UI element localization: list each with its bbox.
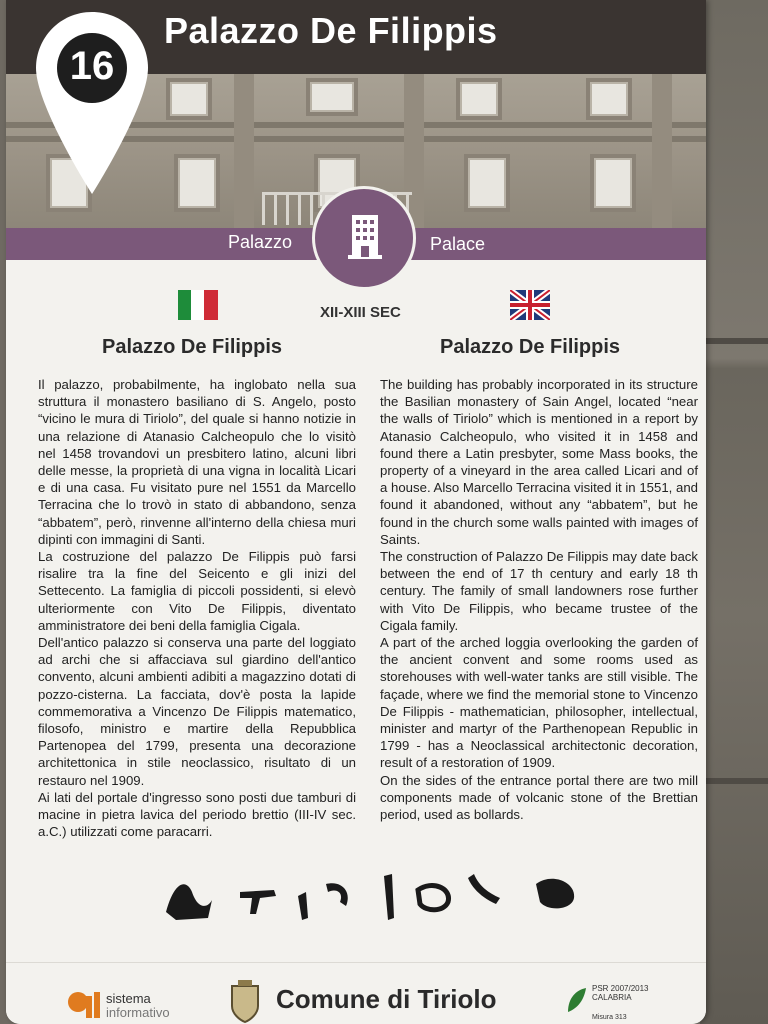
century-label: XII-XIII SEC [320,304,401,321]
coat-of-arms-icon [224,980,266,1024]
psr-text [592,984,649,1002]
italian-flag-icon [178,290,218,320]
text-english: The building has probably incorporated in its structure the Basilian monastery of Sain Angel, located “near the walls of Tiriolo” which is mentioned in a report by Atanasio Calcheopulo, who visited it in 1458 and found there a Latin presbyter, some Mass books, the property of a vineyard in the area called Licari and of a house. Also Marcello Terracina visited it in 1551, and found it abandoned, without any “abbatem”, but he found in the church some walls painted with images of Saints. The construction of Palazzo De Filippis may date back between the end of 17 th century and early 18 th century. The family of small landowners rose further with Vito De Filippis, who became trustee of the Cigala family. A part of the arched loggia overlooking the garden of the ancient convent and some rooms used as storehouses with well-water tanks are still visible. The façade, where we find the memorial stone to Vincenzo De Filippis - mathematician, philosopher, intellectual, minister and martyr of the Parthenopean Republic in 1799 - has a Neoclassical architectonic decoration, result of a restoration of 1909. On the sides of the entrance portal there are two mill components made of volcanic stone of the Brettian period, used as bollards. [380,377,698,823]
info-sign [6,0,706,1024]
wall-seam [705,338,768,344]
building-badge [312,186,416,290]
sistema-informativo-text [106,992,170,1020]
informativo-line: informativo [106,1005,170,1020]
sistema-line: sistema [106,991,151,1006]
category-label-en: Palace [430,234,486,254]
misura-text: Misura 313 [592,1014,627,1021]
psr-leaf-logo [564,984,590,1016]
sistema-informativo-logo [66,986,106,1020]
calabria-line: CALABRIA [592,993,632,1002]
psr-line: PSR 2007/2013 [592,984,649,993]
graffiti-marks [156,862,596,928]
category-label-it: Palazzo [228,232,293,252]
title-italian: Palazzo De Filippis [102,336,283,358]
stone-wall [700,0,768,1024]
building-icon [315,189,413,287]
uk-flag-icon [510,290,550,320]
comune-title: Comune di Tiriolo [276,984,497,1014]
text-italian: Il palazzo, probabilmente, ha inglobato nella sua struttura il monastero basiliano di S. Angelo, posto “vicino le mura di Tiriolo”, del quale si hanno notizie in una relazione di Atanasio Calcheopulo che lo visitò nel 1458 trovandovi un presbitero latino, alcuni libri delle messe, la proprietà di una vigna in località Licari e di una casa. Fu visitato pure nel 1551 da Marcello Terracina che lo trovò in stato di abbandono, senza “abbatem”, però, rinvenne all'interno della chiesa muri dipinti con immagini di Santi. La costruzione del palazzo De Filippis può farsi risalire tra la fine del Seicento e gli inizi del Settecento. La famiglia di piccoli possidenti, si elevò ulteriormente con Vito De Filippis, diventato amministratore dei beni della famiglia Cigala. Dell'antico palazzo si conserva una parte del loggiato ad archi che si affacciava sul giardino dell'antico convento, alcuni ambienti adibiti a magazzino dotati di pozzo-cisterna. La facciata, dov'è posta la lapide commemorativa a Vincenzo De Filippis matematico, filosofo, ministro e martire della Repubblica Partenopea del 1799, presenta una decorazione architettonica in stile neoclassico, risultato di un restauro nel 1909. Ai lati del portale d'ingresso sono posti due tamburi di macine in pietra lavica del periodo brettio (III-IV sec. a.C.) utilizzati come paracarri. [38,377,356,840]
title-english: Palazzo De Filippis [440,336,621,358]
pin-number: 16 [69,44,115,88]
location-pin-icon [34,10,150,196]
sign-title: Palazzo De Filippis [164,10,498,51]
wall-seam [705,778,768,784]
